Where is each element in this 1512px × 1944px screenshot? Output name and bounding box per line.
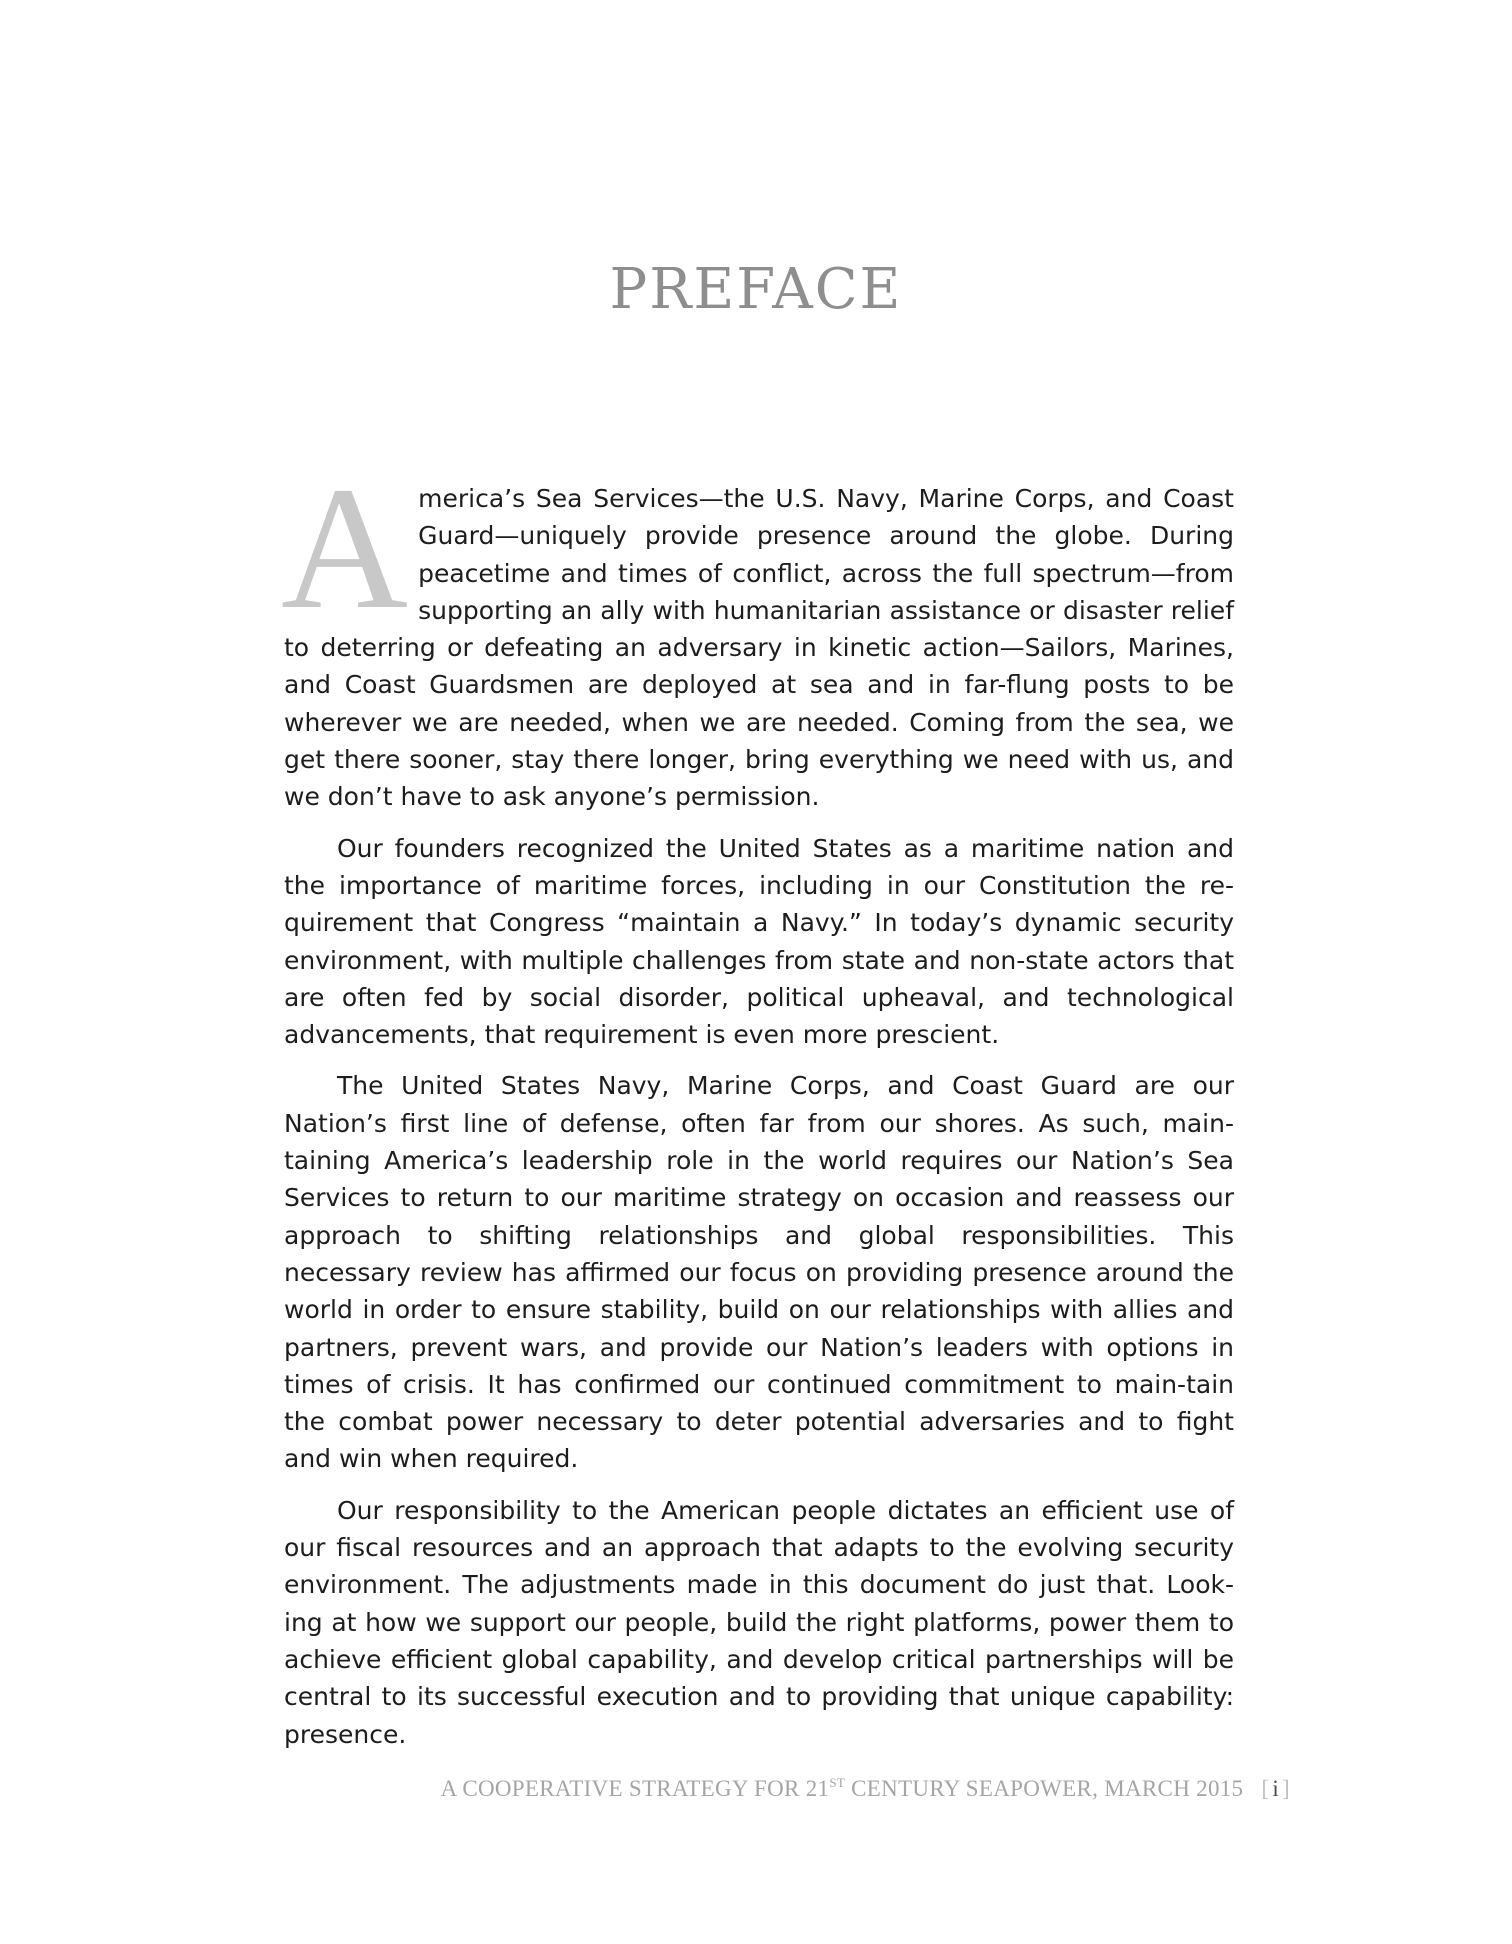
page-number-bracket-close: ] xyxy=(1282,1776,1290,1801)
page-number-bracket-open: [ xyxy=(1261,1776,1270,1801)
paragraph-3: The United States Navy, Marine Corps, and Coast Guard are our Nation’s first line of defense, often far from our shores. As such, main-taining America’s leadership role in the world requires our Nation’s Sea Services to return to our maritime strategy on occasion and reassess our approach to shifting relationships and global responsibilities. This necessary review has affirmed our focus on providing presence around the world in order to ensure stability, build on our relationships with allies and partners, prevent wars, and provide our Nation’s leaders with options in times of crisis. It has confirmed our continued commitment to main-tain the combat power necessary to deter potential adversaries and to fight and win when required. xyxy=(284,1071,1234,1474)
footer-title-end: CENTURY SEAPOWER, MARCH 2015 xyxy=(845,1776,1244,1801)
paragraph-4: Our responsibility to the American people dictates an efficient use of our fiscal resources and an approach that adapts to the evolving security environment. The adjustments made in this document do just that. Look-ing at how we support our people, build the right platforms, power them to achieve efficient global capability, and develop critical partnerships will be central to its successful execution and to providing that unique capability: presence. xyxy=(284,1495,1234,1749)
paragraph-2: Our founders recognized the United States as a maritime nation and the importance of maritime forces, including in our Constitution the re-quirement that Congress “maintain a Navy.” In today’s dynamic security environment, with multiple challenges from state and non-state actors that are often fed by social disorder, political upheaval, and technological advancements, that requirement is even more prescient. xyxy=(284,833,1234,1050)
paragraph-1 xyxy=(281,451,1234,816)
page-footer xyxy=(441,1777,1290,1800)
paragraph-1-text: merica’s Sea Services—the U.S. Navy, Marine Corps, and Coast Guard—uniquely provide presence around the globe. During peacetime and times of conflict, across the full spectrum—from supporting an ally with humanitarian assistance or disaster relief to deterring or defeating an adversary in kinetic action—Sailors, Marines, and Coast Guardsmen are deployed at sea and in far-flung posts to be wherever we are needed, when we are needed. Coming from the sea, we get there sooner, stay there longer, bring everything we need with us, and we don’t have to ask anyone’s permission. xyxy=(284,484,1234,812)
page-number: i xyxy=(1272,1776,1280,1801)
drop-cap: A xyxy=(281,451,409,646)
page-title: PREFACE xyxy=(609,257,903,322)
preface-body xyxy=(281,451,1234,1767)
footer-superscript: ST xyxy=(829,1775,846,1790)
footer-title-start: A COOPERATIVE STRATEGY FOR 21 xyxy=(440,1776,830,1801)
